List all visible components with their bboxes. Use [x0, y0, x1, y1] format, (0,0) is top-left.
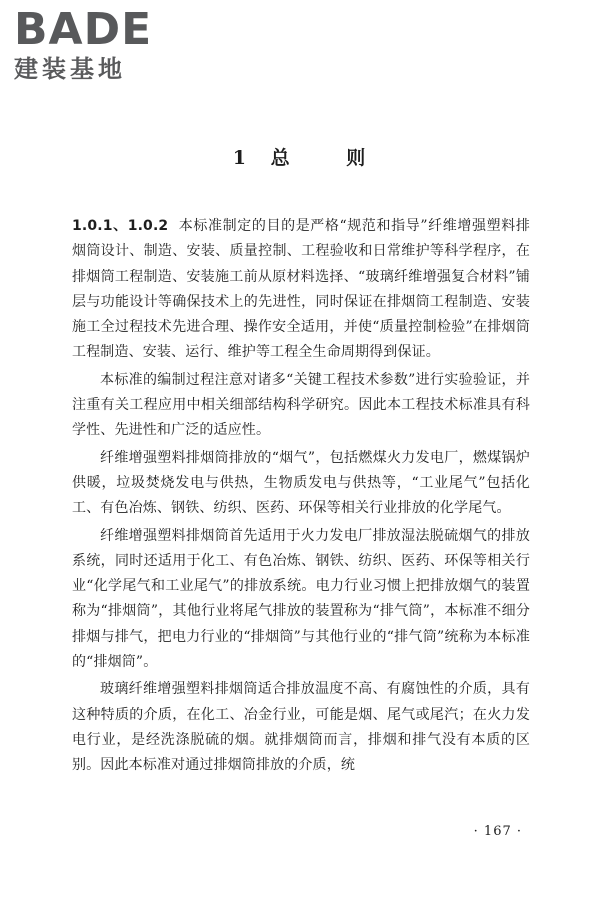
logo-wordmark: BADE: [14, 4, 153, 55]
logo-chinese-name: 建装基地: [14, 55, 126, 83]
chapter-title: [0, 143, 600, 170]
chapter-title-part1: 总: [270, 147, 292, 169]
chapter-title-part2: 则: [346, 147, 368, 169]
chapter-number: 1: [232, 147, 248, 169]
paragraph-1-text: 本标准制定的目的是严格“规范和指导”纤维增强塑料排烟筒设计、制造、安装、质量控制、工程验收和日常维护等科学程序，在排烟筒工程制造、安装施工前从原材料选择、“玻璃纤维增强复合材料”铺层与功能设计等确保技术上的先进性，同时保证在排烟筒工程制造、安装施工全过程技术先进合理、操作安全适用，并使“质量控制检验”在排烟筒工程制造、安装、运行、维护等工程全生命周期得到保证。: [72, 218, 530, 361]
paragraph-4: 纤维增强塑料排烟筒首先适用于火力发电厂排放湿法脱硫烟气的排放系统，同时还适用于化工、有色冶炼、钢铁、纺织、医药、环保等相关行业“化学尾气和工业尾气”的排放系统。电力行业习惯上把排放烟气的装置称为“排烟筒”，其他行业将尾气排放的装置称为“排气筒”，本标准不细分排烟与排气，把电力行业的“排烟筒”与其他行业的“排气筒”统称为本标准的“排烟筒”。: [72, 527, 530, 671]
paragraph-3: 纤维增强塑料排烟筒排放的“烟气”，包括燃煤火力发电厂，燃煤锅炉供暖，垃圾焚烧发电与供热，生物质发电与供热等，“工业尾气”包括化工、有色冶炼、钢铁、纺织、医药、环保等相关行业排放的化学尾气。: [72, 449, 530, 517]
body-text: [72, 214, 530, 781]
page-number: · 167 ·: [473, 824, 522, 839]
paragraph-5: 玻璃纤维增强塑料排烟筒适合排放温度不高、有腐蚀性的介质，具有这种特质的介质，在化工、冶金行业，可能是烟、尾气或尾汽；在火力发电行业，是经洗涤脱硫的烟。就排烟筒而言，排烟和排气没有本质的区别。因此本标准对通过排烟筒排放的介质，统: [72, 681, 530, 774]
paragraph-1: [72, 214, 530, 366]
publisher-logo: [14, 6, 174, 84]
paragraph-2: 本标准的编制过程注意对诸多“关键工程技术参数”进行实验验证，并注重有关工程应用中相关细部结构科学研究。因此本工程技术标准具有科学性、先进性和广泛的适应性。: [72, 371, 530, 439]
clause-number: 1.0.1、1.0.2: [72, 218, 169, 234]
